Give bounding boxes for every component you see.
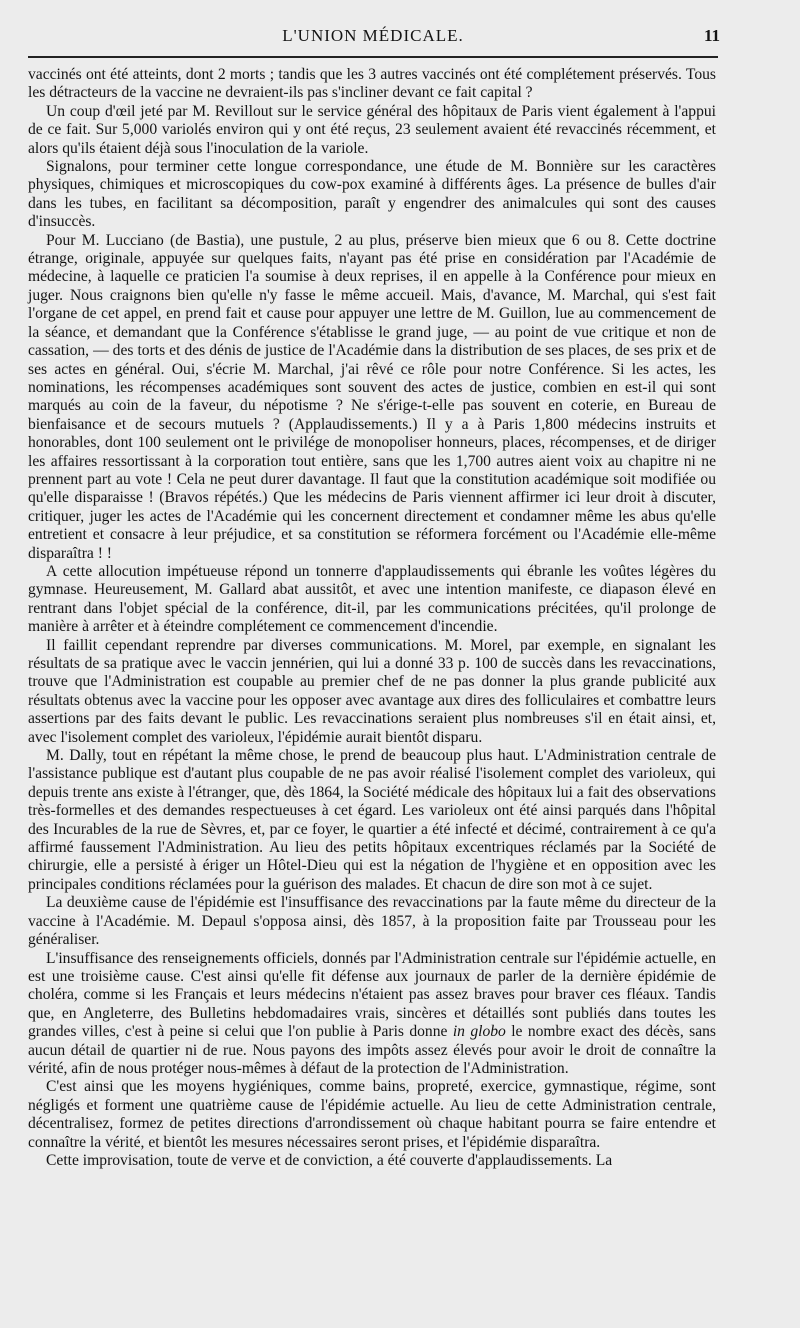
article-body — [28, 66, 716, 1170]
header-rule — [28, 56, 718, 58]
paragraph: Cette improvisation, toute de verve et de conviction, a été couverte d'applaudissements. La — [46, 1151, 613, 1169]
paragraph: La deuxième cause de l'épidémie est l'insuffisance des revaccinations par la faute même du directeur de la vaccine à l'Académie. M. Depaul s'opposa ainsi, dès 1857, à la proposition faite par Trousseau pour les généraliser. — [28, 894, 716, 949]
page-header — [28, 22, 718, 52]
paragraph: M. Dally, tout en répétant la même chose, le prend de beaucoup plus haut. L'Administration centrale de l'assistance publique est d'autant plus coupable de ne pas avoir réalisé l'isolement complet des varioleux, qui depuis trente ans existe à l'étranger, que, dès 1864, la Société médicale des hôpitaux lui a fait des observations très-formelles et des demandes respectueuses à cet égard. Les varioleux ont été ainsi parqués dans l'hôpital des Incurables de la rue de Sèvres, et, par ce foyer, le quartier a été infecté et décimé, contrairement à ce qu'a affirmé faussement l'Administration. Au lieu des petits hôpitaux excentriques réclamés par la Société de chirurgie, elle a persisté à ériger un Hôtel-Dieu qui est la négation de l'hygiène et en opposition avec les principales conditions réclamées pour la guérison des malades. Et chacun de dire son mot à ce sujet. — [28, 747, 716, 893]
paragraph: Pour M. Lucciano (de Bastia), une pustule, 2 au plus, préserve bien mieux que 6 ou 8. Cette doctrine étrange, originale, appuyée sur quelques faits, n'ayant pas été prise en considération par l'Académie de médecine, à laquelle ce praticien l'a soumise à deux reprises, il en appelle à la Conférence pour mieux en juger. Nous craignons bien qu'elle n'y fasse le même accueil. Mais, d'avance, M. Marchal, qui s'est fait l'organe de cet appel, en prend fait et cause pour appuyer une lettre de M. Guillon, lue au commencement de la séance, et demandant que la Conférence s'établisse le grand juge, — au point de vue critique et non de cassation, — des torts et des dénis de justice de l'Académie dans la distribution de ses places, de ses prix et de ses actes en général. Oui, s'écrie M. Marchal, j'ai rêvé ce rôle pour notre Conférence. Si les actes, les nominations, les récompenses académiques sont souvent des actes de justice, combien en est-il qui sont marqués au coin de la faveur, du népotisme ? Ne s'érige-t-elle pas souvent en coterie, en Bureau de bienfaisance et de secours mutuels ? (Applaudissements.) Il y a à Paris 1,800 médecins instruits et honorables, dont 100 seulement ont le privilége de monopoliser honneurs, places, récompenses, et de diriger les affaires ressortissant à la corporation tout entière, sans que les 1,700 autres aient voix au chapitre ni ne prennent part au vote ! Cela ne peut durer davantage. Il faut que la constitution académique soit modifiée ou qu'elle disparaisse ! (Bravos répétés.) Que les médecins de Paris viennent affirmer ici leur droit à discuter, critiquer, juger les actes de l'Académie qui les concernent directement et condamner même les abus qu'elle entretient et consacre à leur préjudice, et sa constitution se réformera forcément ou l'Académie elle-même disparaîtra ! ! — [28, 231, 716, 562]
paragraph: A cette allocution impétueuse répond un tonnerre d'applaudissements qui ébranle les voûtes légères du gymnase. Heureusement, M. Gallard abat aussitôt, et avec une intention manifeste, ce diapason élevé en rentrant dans l'objet spécial de la conférence, dit-il, par les communications précitées, qu'il prolonge de manière à arrêter et à éteindre complétement ce commencement d'incendie. — [28, 562, 716, 636]
paragraph: Il faillit cependant reprendre par diverses communications. M. Morel, par exemple, en signalant les résultats de sa pratique avec le vaccin jennérien, qui lui a donné 33 p. 100 de succès dans les revaccinations, trouve que l'Administration est coupable au premier chef de ne pas donner la plus grande publicité aux résultats obtenus avec la vaccine pour les opposer avec avantage aux dires des folliculaires et combattre leurs assertions par des faits devant le public. Les revaccinations seraient plus nombreuses s'il en était ainsi, et, avec l'isolement complet des varioleux, l'épidémie aurait bientôt disparu. — [28, 636, 716, 746]
paragraph: Signalons, pour terminer cette longue correspondance, une étude de M. Bonnière sur les caractères physiques, chimiques et microscopiques du cow-pox examiné à différents âges. La présence de bulles d'air dans les tubes, en facilitant sa décomposition, paraît y engendrer des animalcules qui sont des causes d'insuccès. — [28, 158, 716, 231]
paragraph-with-italic — [28, 950, 716, 1079]
running-title: L'UNION MÉDICALE. — [282, 26, 464, 45]
paragraph-text: L'insuffisance des renseignements officiels, donnés par l'Administration centrale sur l'épidémie actuelle, en est une troisième cause. C'est ainsi qu'elle fit défense aux journaux de parler de la dernière épidémie de choléra, comme si les Français et leurs médecins n'étaient pas assez braves pour braver ces fléaux. Tandis que, en Angleterre, des Bulletins hebdomadaires vrais, sincères et détaillés sont publiés dans toutes les grandes villes, c'est à peine si celui que l'on publie à Paris donne — [28, 949, 716, 1041]
paragraph: vaccinés ont été atteints, dont 2 morts ; tandis que les 3 autres vaccinés ont été complétement préservés. Tous les détracteurs de la vaccine ne devraient-ils pas s'incliner devant ce fait capital ? — [28, 66, 716, 102]
page-number: 11 — [703, 26, 720, 45]
italic-phrase: in globo — [452, 1023, 506, 1041]
paragraph: C'est ainsi que les moyens hygiéniques, comme bains, propreté, exercice, gymnastique, régime, sont négligés et forment une quatrième cause de l'épidémie actuelle. Au lieu de cette Administration centrale, décentralisez, formez de petites directions d'arrondissement où chaque habitant pourra se faire entendre et connaître la vérité, et bientôt les mesures nécessaires seront prises, et l'épidémie disparaîtra. — [28, 1078, 716, 1151]
paragraph-text-tail: le nombre exact des décès, sans aucun détail de quartier ni de rue. Nous payons des impôts assez élevés pour avoir le droit de connaître la vérité, afin de nous protéger nous-mêmes à défaut de la protection de l'Administration. — [28, 1023, 716, 1077]
paragraph: Un coup d'œil jeté par M. Revillout sur le service général des hôpitaux de Paris vient également à l'appui de ce fait. Sur 5,000 variolés environ qui y ont été reçus, 23 seulement avaient été revaccinés récemment, et alors qu'ils étaient déjà sous l'inoculation de la variole. — [28, 102, 716, 157]
